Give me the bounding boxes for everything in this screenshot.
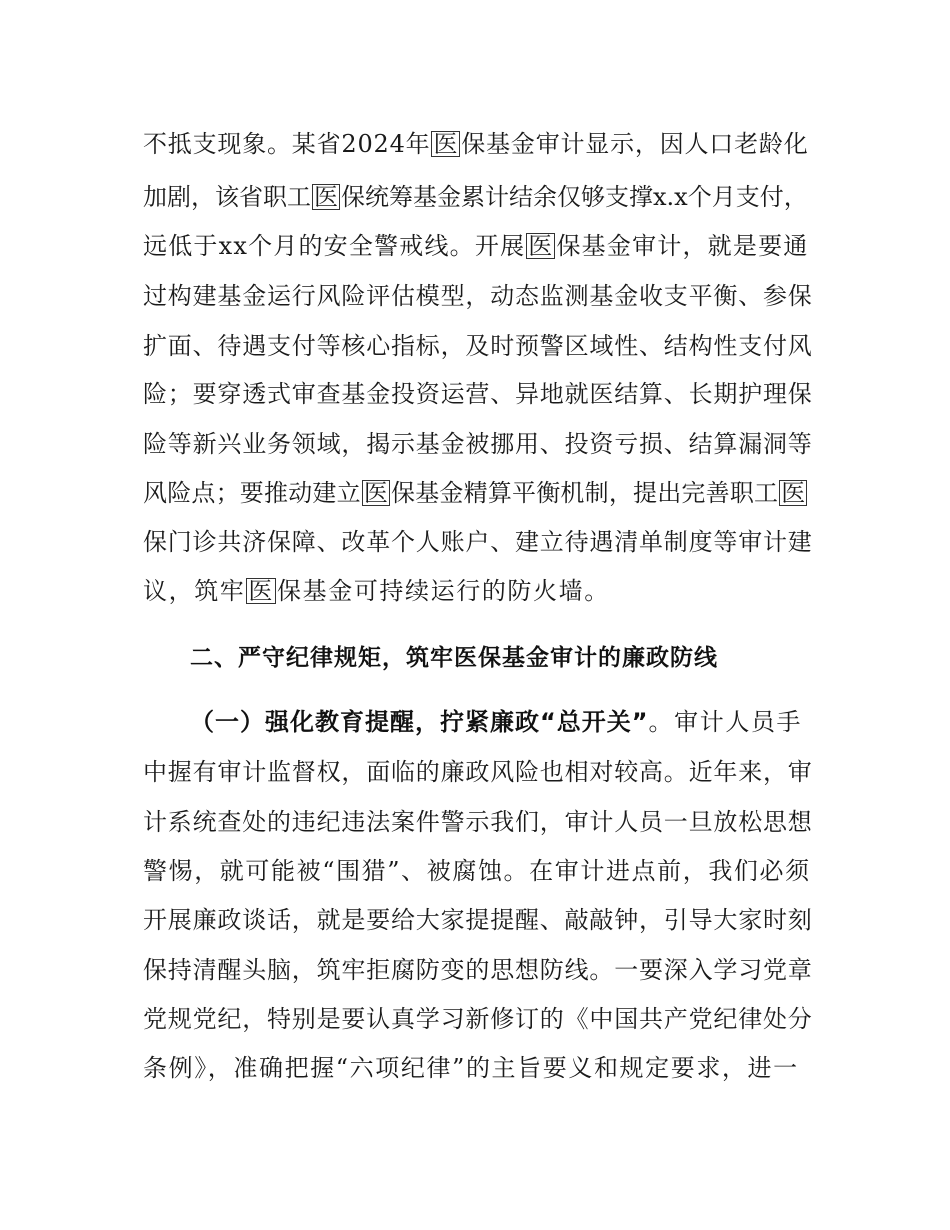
text-line <box>143 477 813 509</box>
section-heading: 二、严守纪律规矩，筑牢医保基金审计的廉政防线 <box>190 645 718 671</box>
text-segment: 保统筹基金累计结余仅够支撑x.x个月支付， <box>341 183 808 211</box>
text-line: 保持清醒头脑，筑牢拒腐防变的思想防线。一要深入学习党章 <box>143 956 813 984</box>
subsection-heading: （一）强化教育提醒，拧紧廉政“总开关” <box>190 708 649 736</box>
text-line: 警惕，就可能被“围猎”、被腐蚀。在审计进点前，我们必须 <box>143 857 811 885</box>
text-line <box>143 128 813 160</box>
text-segment: 。审计人员手 <box>648 708 803 736</box>
highlighted-term: 医 <box>363 479 389 507</box>
text-line: 险等新兴业务领域，揭示基金被挪用、投资亏损、结算漏洞等 <box>143 430 813 458</box>
text-segment: 议，筑牢 <box>143 577 246 605</box>
highlighted-term: 医 <box>248 577 275 605</box>
text-segment: 不抵支现象。某省2024年 <box>143 130 431 158</box>
text-segment: 加剧，该省职工 <box>143 183 311 211</box>
highlighted-term: 医 <box>433 130 459 158</box>
text-line: 中握有审计监督权，面临的廉政风险也相对较高。近年来，审 <box>143 758 813 786</box>
text-line <box>190 706 815 738</box>
text-line <box>143 575 813 607</box>
text-line: 扩面、待遇支付等核心指标，及时预警区域性、结构性支付风 <box>143 332 813 360</box>
text-line: 险；要穿透式审查基金投资运营、异地就医结算、长期护理保 <box>143 380 813 408</box>
highlighted-term: 医 <box>528 232 554 260</box>
text-line <box>143 230 813 262</box>
text-line: 过构建基金运行风险评估模型，动态监测基金收支平衡、参保 <box>143 282 813 310</box>
highlighted-term: 医 <box>314 183 338 211</box>
text-line: 开展廉政谈话，就是要给大家提提醒、敲敲钟，引导大家时刻 <box>143 906 813 934</box>
text-line: 保门诊共济保障、改革个人账户、建立待遇清单制度等审计建 <box>143 528 813 556</box>
text-line: 条例》，准确把握“六项纪律”的主旨要义和规定要求，进一 <box>143 1054 799 1082</box>
highlighted-term: 医 <box>781 479 806 507</box>
text-line: 计系统查处的违纪违法案件警示我们，审计人员一旦放松思想 <box>143 808 813 836</box>
text-segment: 保基金审计，就是要通 <box>556 232 809 260</box>
text-segment: 保基金精算平衡机制，提出完善职工 <box>391 479 779 507</box>
text-segment: 保基金可持续运行的防火墙。 <box>277 577 610 605</box>
text-segment: 保基金审计显示，因人口老龄化 <box>461 130 809 158</box>
text-segment: 风险点；要推动建立 <box>143 479 361 507</box>
text-segment: 远低于xx个月的安全警戒线。开展 <box>143 232 526 260</box>
text-line: 党规党纪，特别是要认真学习新修订的《中国共产党纪律处分 <box>143 1005 813 1033</box>
text-line <box>143 181 813 213</box>
